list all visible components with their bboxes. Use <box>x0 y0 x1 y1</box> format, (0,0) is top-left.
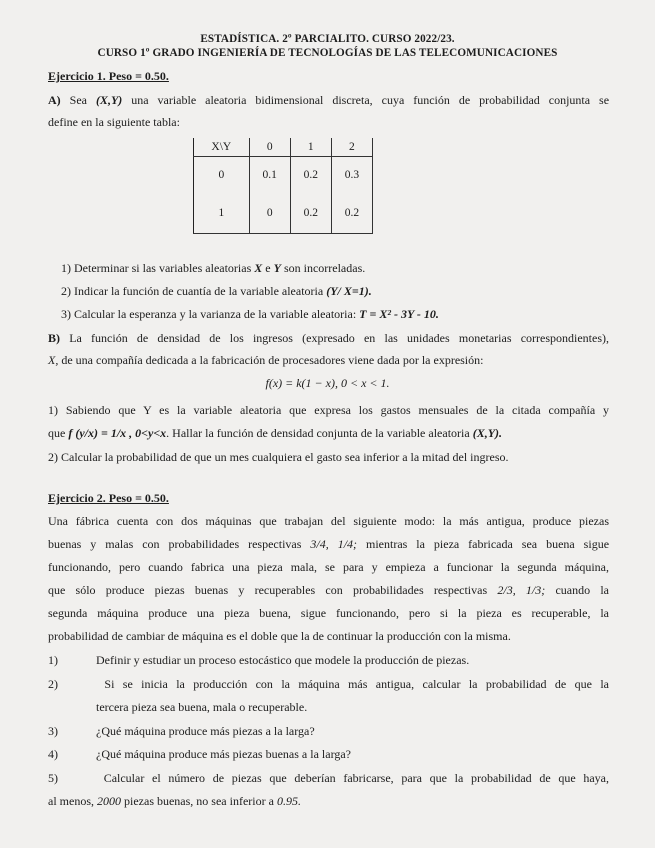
table-cell: 0.2 <box>290 193 331 234</box>
ex2-item-2-cont: tercera pieza sea buena, mala o recuperable. <box>96 700 308 714</box>
table-header-cell: 0 <box>249 138 290 157</box>
ex1-b1-line-1: 1) Sabiendo que Y es la variable aleatoria que expresa los gastos mensuales de la citada compañía y <box>48 403 609 417</box>
p2-fractions: 3/4, 1/4; <box>310 537 358 551</box>
item-text: ¿Qué máquina produce más piezas a la larga? <box>96 724 315 738</box>
table-cell: 0.3 <box>331 157 372 194</box>
q3-text: 3) Calcular la esperanza y la varianza de la variable aleatoria: <box>61 307 357 321</box>
part-a-label: A) <box>48 93 61 107</box>
item-text: ¿Qué máquina produce más piezas buenas a la larga? <box>96 747 351 761</box>
q1-var-x: X <box>254 261 263 275</box>
ex1-question-1 <box>61 261 365 276</box>
header-line-2: CURSO 1º GRADO INGENIERÍA DE TECNOLOGÍAS DE LAS TELECOMUNICACIONES <box>97 47 558 59</box>
table-cell: 0 <box>194 157 250 194</box>
ex1-a-text-pre: Sea <box>69 93 87 107</box>
ex1-a-line-1 <box>48 93 609 108</box>
p2-post: mientras la pieza fabricada sea buena sigue <box>366 537 610 551</box>
last-number: 2000 <box>97 794 121 808</box>
p4-pre: que sólo produce piezas buenas y recuperables con probabilidades respectivas <box>48 583 488 597</box>
q1-text-post: son incorreladas. <box>283 261 366 275</box>
b1-conditional: f (y/x) = 1/x , 0<y<x <box>68 426 167 440</box>
b1-var: (X,Y). <box>472 426 503 440</box>
last-pre: al menos, <box>48 794 94 808</box>
ex1-a-text-post: una variable aleatoria bidimensional discreta, cuya función de probabilidad conjunta se <box>131 93 610 107</box>
item-number: 4) <box>48 747 58 761</box>
item-number: 3) <box>48 724 58 738</box>
ex2-item-5 <box>48 771 609 786</box>
table-row <box>194 193 373 234</box>
ex2-item-4 <box>48 747 351 762</box>
ex1-question-2 <box>61 284 372 299</box>
table-header-cell: X\Y <box>194 138 250 157</box>
b-text-2: de una compañía dedicada a la fabricación de procesadores viene dada por la expresión: <box>61 353 484 367</box>
item-text: Si se inicia la producción con la máquina más antigua, calcular la probabilidad de que la <box>104 677 609 691</box>
item-number: 1) <box>48 653 58 667</box>
ex1-question-3 <box>61 307 439 322</box>
p4-post: cuando la <box>555 583 609 597</box>
p4-fractions: 2/3, 1/3; <box>497 583 546 597</box>
q2-text: 2) Indicar la función de cuantía de la variable aleatoria <box>61 284 324 298</box>
p2-pre: buenas y malas con probabilidades respectivas <box>48 537 302 551</box>
ex2-para-line-2 <box>48 537 609 552</box>
ex1-a-line-2: define en la siguiente tabla: <box>48 115 180 129</box>
table-cell: 0 <box>249 193 290 234</box>
ex1-b-line-2 <box>48 353 483 368</box>
item-text: Definir y estudiar un proceso estocástico que modele la producción de piezas. <box>96 653 470 667</box>
ex2-item-3 <box>48 724 315 739</box>
q1-text: 1) Determinar si las variables aleatorias <box>61 261 252 275</box>
probability-table <box>193 138 373 234</box>
table-cell: 0.2 <box>331 193 372 234</box>
ex2-item-2 <box>48 677 609 692</box>
q2-var: (Y/ X=1). <box>326 284 372 298</box>
q1-conj: e <box>265 261 271 275</box>
table-cell: 0.2 <box>290 157 331 194</box>
ex1-b2: 2) Calcular la probabilidad de que un mes cualquiera el gasto sea inferior a la mitad del ingreso. <box>48 450 509 464</box>
ex1-b-text: La función de densidad de los ingresos (expresado en las unidades monetarias correspondientes), <box>69 331 610 345</box>
last-mid: piezas buenas, no sea inferior a <box>124 794 274 808</box>
table-header-cell: 1 <box>290 138 331 157</box>
ex2-para-line-5: segunda máquina produce una pieza buena, sigue funcionando, pero si la pieza es recuperable, la <box>48 606 609 620</box>
ex2-item-1 <box>48 653 469 668</box>
header-line-1: ESTADÍSTICA. 2º PARCIALITO. CURSO 2022/23. <box>200 33 455 45</box>
q3-var: T = X² - 3Y - 10. <box>359 307 439 321</box>
b1-text-mid: . Hallar la función de densidad conjunta de la variable aleatoria <box>166 426 470 440</box>
ex2-item-5-cont <box>48 794 301 809</box>
ex1-b-line-1 <box>48 331 609 346</box>
b1-text-pre: que <box>48 426 66 440</box>
table-header-row <box>194 138 373 157</box>
item-number: 5) <box>48 771 58 785</box>
table-row <box>194 157 373 194</box>
ex2-para-line-6: probabilidad de cambiar de máquina es el doble que la de continuar la producción con la misma. <box>48 629 511 643</box>
ex2-para-line-4 <box>48 583 609 598</box>
table-cell: 1 <box>194 193 250 234</box>
density-formula: f(x) = k(1 − x), 0 < x < 1. <box>265 376 390 390</box>
item-number: 2) <box>48 677 58 691</box>
last-probability: 0.95. <box>276 794 301 808</box>
q1-var-y: Y <box>273 261 281 275</box>
ex2-para-line-1: Una fábrica cuenta con dos máquinas que trabajan del siguiente modo: la más antigua, produce piezas <box>48 514 609 528</box>
part-b-label: B) <box>48 331 60 345</box>
ex1-a-var: (X,Y) <box>95 93 123 107</box>
table-header-cell: 2 <box>331 138 372 157</box>
exercise-1-title: Ejercicio 1. Peso = 0.50. <box>48 69 169 83</box>
ex1-b1-line-2 <box>48 426 502 441</box>
table-cell: 0.1 <box>249 157 290 194</box>
b-var-x: X, <box>48 353 59 367</box>
item-text: Calcular el número de piezas que deberían fabricarse, para que la probabilidad de que haya, <box>103 771 610 785</box>
exercise-2-title: Ejercicio 2. Peso = 0.50. <box>48 491 169 505</box>
ex2-para-line-3: funcionando, pero cuando fabrica una pieza mala, se para y empieza a funcionar la segunda máquina, <box>48 560 609 574</box>
